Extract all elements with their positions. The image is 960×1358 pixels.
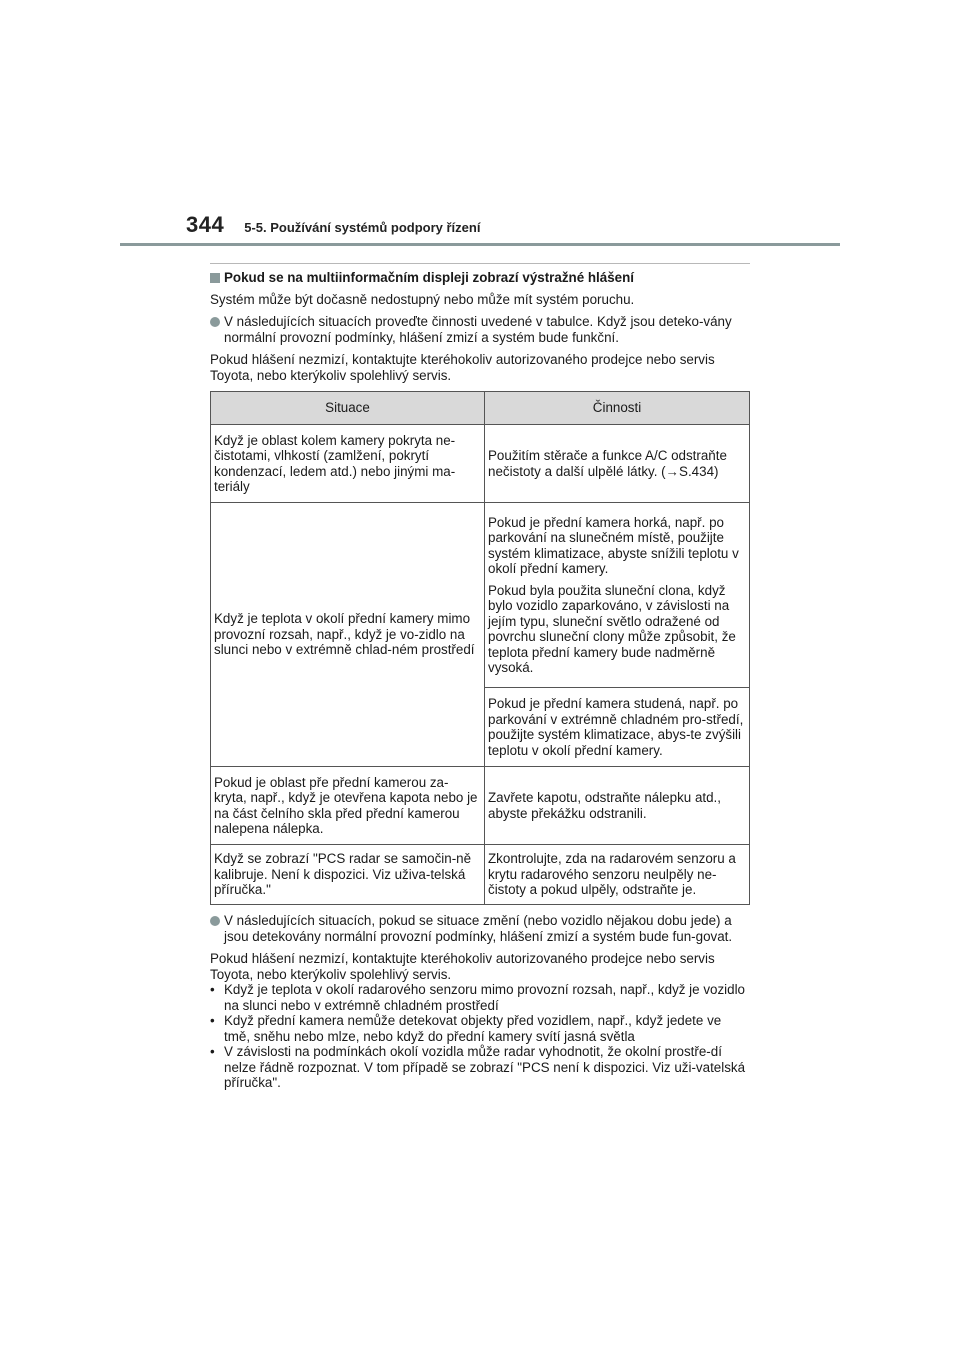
- page-header: [186, 212, 480, 238]
- bullet-text: V následujících situacích, pokud se situace změní (nebo vozidlo nějakou dobu jede) a jsou detekovány normální provozní podmínky, hlášení zmizí a systém bude fun-govat.: [224, 913, 733, 944]
- table-row: [211, 425, 750, 503]
- dot-icon: [210, 317, 220, 327]
- list-item-text: V závislosti na podmínkách okolí vozidla může radar vyhodnotit, že okolní prostře-dí nelze řádně rozpoznat. V tom případě se zobrazí "PCS není k dispozici. Viz uži-vatelská příručka".: [224, 1044, 746, 1090]
- bullet-text: V následujících situacích proveďte činnosti uvedené v tabulce. Když jsou deteko-vány normální provozní podmínky, hlášení zmizí a systém bude funkční.: [224, 314, 732, 345]
- table-cell-action: Zkontrolujte, zda na radarovém senzoru a krytu radarového senzoru neulpěly ne-čistoty a pokud ulpěly, odstraňte je.: [485, 845, 750, 905]
- list-marker: •: [210, 1013, 215, 1028]
- dot-icon: [210, 916, 220, 926]
- action-paragraph: Pokud je přední kamera horká, např. po parkování na slunečném místě, použijte systém klimatizace, abyste snížili teplotu v okolí přední kamery.: [488, 514, 739, 576]
- square-icon: [210, 273, 220, 283]
- table-header-row: [211, 392, 750, 425]
- table-cell-action: Zavřete kapotu, odstraňte nálepku atd., abyste překážku odstranili.: [485, 767, 750, 845]
- action-paragraph: Pokud byla použita sluneční clona, když bylo vozidlo zaparkováno, v závislosti na jejím typu, sluneční světlo odražené od povrchu sluneční clony může způsobit, že teplota přední kamery bude nadměrně vysoká.: [488, 582, 736, 675]
- header-rule: [120, 243, 840, 246]
- table-header-situation: Situace: [211, 392, 485, 425]
- table-cell-action: [485, 503, 750, 688]
- table-cell-situation: Když je teplota v okolí přední kamery mimo provozní rozsah, např., když je vo-zidlo na slunci nebo v extrémně chlad-ném prostředí: [211, 503, 485, 767]
- table-row: [211, 503, 750, 688]
- list-item: [210, 982, 750, 1013]
- table-row: [211, 767, 750, 845]
- table-cell-situation: Když se zobrazí "PCS radar se samočin-ně kalibruje. Není k dispozici. Viz uživa-telská příručka.": [211, 845, 485, 905]
- table-header-actions: Činnosti: [485, 392, 750, 425]
- section-title: 5-5. Používání systémů podpory řízení: [244, 220, 481, 235]
- intro-text: Systém může být dočasně nedostupný nebo může mít systém poruchu.: [210, 291, 635, 307]
- table-cell-action: Pokud je přední kamera studená, např. po parkování v extrémně chladném pro-středí, použijte systém klimatizace, abys-te zvýšili teplotu v okolí přední kamery.: [485, 688, 750, 767]
- list-item-text: Když přední kamera nemůže detekovat objekty před vozidlem, např., když jedete ve tmě, sněhu nebo mlze, nebo když do přední kamery svítí jasná světla: [224, 1013, 722, 1044]
- table-cell-action: Použitím stěrače a funkce A/C odstraňte nečistoty a další ulpělé látky. (→S.434): [485, 425, 750, 503]
- list-item: [210, 1044, 750, 1091]
- list-marker: •: [210, 982, 215, 997]
- bullet-item: [210, 314, 750, 345]
- page-number: 344: [186, 212, 225, 237]
- contact-text: Pokud hlášení nezmizí, kontaktujte kteréhokoliv autorizovaného prodejce nebo servis Toyota, nebo kterýkoliv spolehlivý servis.: [210, 951, 715, 982]
- contact-text: Pokud hlášení nezmizí, kontaktujte kteréhokoliv autorizovaného prodejce nebo servis Toyota, nebo kterýkoliv spolehlivý servis.: [210, 352, 715, 383]
- section-heading: [210, 263, 750, 286]
- table-cell-situation: Pokud je oblast pře přední kamerou za-kryta, např., když je otevřena kapota nebo je na část čelního skla před přední kamerou nalepena nálepka.: [211, 767, 485, 845]
- section-heading-text: Pokud se na multiinformačním displeji zobrazí výstražné hlášení: [224, 270, 635, 285]
- bullet-item: [210, 913, 750, 944]
- conditions-list: [210, 982, 750, 1091]
- table-cell-situation: Když je oblast kolem kamery pokryta ne-čistotami, vlhkostí (zamlžení, pokrytí kondenzací, ledem atd.) nebo jinými ma-teriály: [211, 425, 485, 503]
- list-item-text: Když je teplota v okolí radarového senzoru mimo provozní rozsah, např., když je vozidlo na slunci nebo v extrémně chladném prostředí: [224, 982, 746, 1013]
- table-row: [211, 845, 750, 905]
- list-marker: •: [210, 1044, 215, 1059]
- main-content: [210, 263, 750, 1091]
- list-item: [210, 1013, 750, 1044]
- situations-table: [210, 391, 750, 905]
